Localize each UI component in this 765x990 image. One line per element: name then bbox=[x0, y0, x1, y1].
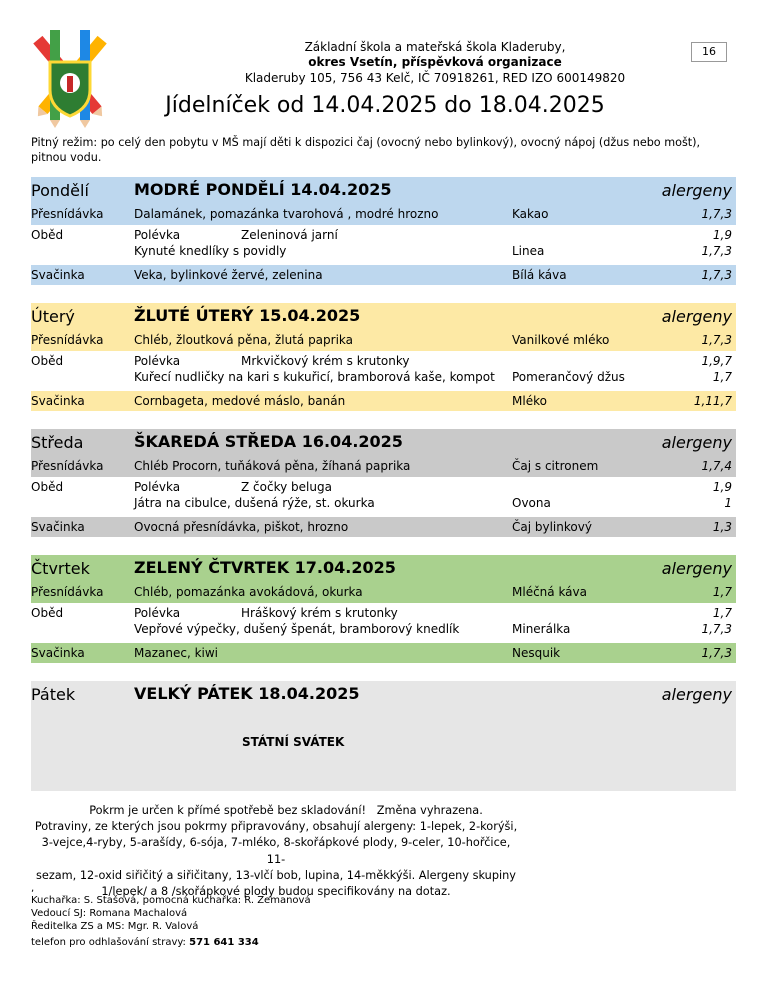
main-drink: Pomerančový džus bbox=[512, 370, 625, 384]
row-label: Oběd bbox=[31, 480, 64, 494]
soup-label: Polévka bbox=[134, 606, 181, 620]
afternoon-allergens: 1,7,3 bbox=[701, 646, 732, 660]
allergens-heading: alergeny bbox=[661, 181, 732, 200]
school-name-line1: Základní škola a mateřská škola Kladeruby, bbox=[304, 40, 566, 54]
main-allergens: 1,7,3 bbox=[701, 244, 732, 258]
main-dish: Kuřecí nudličky na kari s kukuřicí, bramborová kaše, kompot bbox=[134, 370, 495, 384]
row-label: Oběd bbox=[31, 606, 64, 620]
afternoon-drink: Bílá káva bbox=[512, 268, 567, 282]
day-title: ŠKAREDÁ STŘEDA 16.04.2025 bbox=[134, 432, 403, 451]
snack-drink: Kakao bbox=[512, 207, 549, 221]
afternoon-allergens: 1,11,7 bbox=[693, 394, 732, 408]
row-label: Svačinka bbox=[31, 646, 85, 660]
soup-allergens: 1,9,7 bbox=[701, 354, 732, 368]
row-label: Svačinka bbox=[31, 520, 85, 534]
snack-drink: Vanilkové mléko bbox=[512, 333, 610, 347]
footer-line: Pokrm je určen k přímé spotřebě bez skladování! Změna vyhrazena. bbox=[89, 804, 483, 817]
snack-food: Chléb, pomazánka avokádová, okurka bbox=[134, 585, 363, 599]
afternoon-allergens: 1,7,3 bbox=[701, 268, 732, 282]
snack-row bbox=[31, 581, 736, 603]
holiday-notice: STÁTNÍ SVÁTEK bbox=[242, 735, 345, 749]
soup-name: Hráškový krém s krutonky bbox=[241, 606, 398, 620]
afternoon-food: Ovocná přesnídávka, piškot, hrozno bbox=[134, 520, 349, 534]
afternoon-food: Mazanec, kiwi bbox=[134, 646, 219, 660]
row-label: Oběd bbox=[31, 228, 64, 242]
soup-name: Z čočky beluga bbox=[241, 480, 332, 494]
snack-allergens: 1,7,3 bbox=[701, 333, 732, 347]
footer-notice bbox=[31, 803, 521, 900]
soup-allergens: 1,7 bbox=[712, 606, 732, 620]
allergens-heading: alergeny bbox=[661, 307, 732, 326]
snack-allergens: 1,7,3 bbox=[701, 207, 732, 221]
day-wednesday bbox=[31, 429, 736, 537]
row-label: Oběd bbox=[31, 354, 64, 368]
afternoon-row bbox=[31, 517, 736, 537]
day-tuesday bbox=[31, 303, 736, 411]
row-label: Přesnídávka bbox=[31, 333, 104, 347]
day-thursday bbox=[31, 555, 736, 663]
day-name: Pátek bbox=[31, 685, 76, 704]
lunch-row bbox=[31, 351, 736, 391]
main-dish: Kynuté knedlíky s povidly bbox=[134, 244, 287, 258]
snack-allergens: 1,7 bbox=[712, 585, 732, 599]
allergens-heading: alergeny bbox=[661, 685, 732, 704]
drinking-regime: Pitný režim: po celý den pobytu v MŠ mají děti k dispozici čaj (ovocný nebo bylinkový), ovocný nápoj (džus nebo mošt), pitnou vodu. bbox=[31, 136, 701, 164]
day-monday bbox=[31, 177, 736, 285]
snack-food: Dalamánek, pomazánka tvarohová , modré hrozno bbox=[134, 207, 439, 221]
row-label: Svačinka bbox=[31, 394, 85, 408]
page-number: 16 bbox=[691, 42, 727, 62]
main-dish: Vepřové výpečky, dušený špenát, bramborový knedlík bbox=[134, 622, 460, 636]
afternoon-drink: Nesquik bbox=[512, 646, 561, 660]
phone-line bbox=[31, 936, 259, 949]
main-drink: Linea bbox=[512, 244, 545, 258]
day-title: VELKÝ PÁTEK 18.04.2025 bbox=[134, 684, 360, 703]
afternoon-row bbox=[31, 391, 736, 411]
snack-row bbox=[31, 203, 736, 225]
main-allergens: 1,7,3 bbox=[701, 622, 732, 636]
main-drink: Minerálka bbox=[512, 622, 571, 636]
footer-mark: , bbox=[31, 883, 35, 894]
lunch-row bbox=[31, 603, 736, 643]
snack-food: Chléb, žloutková pěna, žlutá paprika bbox=[134, 333, 354, 347]
phone-number: 571 641 334 bbox=[189, 937, 259, 948]
row-label: Přesnídávka bbox=[31, 459, 104, 473]
snack-row bbox=[31, 455, 736, 477]
soup-label: Polévka bbox=[134, 354, 181, 368]
soup-label: Polévka bbox=[134, 480, 181, 494]
snack-food: Chléb Procorn, tuňáková pěna, žíhaná paprika bbox=[134, 459, 411, 473]
allergens-heading: alergeny bbox=[661, 433, 732, 452]
soup-allergens: 1,9 bbox=[712, 480, 732, 494]
main-dish: Játra na cibulce, dušená rýže, st. okurka bbox=[134, 496, 375, 510]
row-label: Přesnídávka bbox=[31, 207, 104, 221]
menu-title: Jídelníček od 14.04.2025 do 18.04.2025 bbox=[165, 93, 605, 118]
afternoon-food: Veka, bylinkové žervé, zelenina bbox=[134, 268, 323, 282]
staff-director: Ředitelka ZS a MS: Mgr. R. Valová bbox=[31, 921, 199, 932]
footer-line: sezam, 12-oxid siřičitý a siřičitany, 13-vlčí bob, lupina, 14-měkkýši. Alergeny skupiny bbox=[35, 868, 516, 882]
snack-allergens: 1,7,4 bbox=[701, 459, 732, 473]
phone-label: telefon pro odhlašování stravy: bbox=[31, 937, 190, 948]
day-name: Pondělí bbox=[31, 181, 89, 200]
snack-drink: Mléčná káva bbox=[512, 585, 587, 599]
footer-line: 1/lepek/ a 8 /skořápkové plody budou specifikovány na dotaz. bbox=[101, 885, 451, 899]
footer-line: Potraviny, ze kterých jsou pokrmy připravovány, obsahují alergeny: 1-lepek, 2-korýši, bbox=[34, 820, 518, 834]
allergens-heading: alergeny bbox=[661, 559, 732, 578]
school-address: Kladeruby 105, 756 43 Kelč, IČ 70918261, RED IZO 600149820 bbox=[244, 71, 626, 85]
afternoon-drink: Mléko bbox=[512, 394, 547, 408]
soup-label: Polévka bbox=[134, 228, 181, 242]
day-title: ZELENÝ ČTVRTEK 17.04.2025 bbox=[134, 558, 396, 577]
afternoon-row bbox=[31, 265, 736, 285]
main-allergens: 1,7 bbox=[712, 370, 732, 384]
soup-allergens: 1,9 bbox=[712, 228, 732, 242]
day-friday bbox=[31, 681, 736, 791]
row-label: Přesnídávka bbox=[31, 585, 104, 599]
soup-name: Zeleninová jarní bbox=[241, 228, 338, 242]
snack-row bbox=[31, 329, 736, 351]
day-name: Čtvrtek bbox=[31, 559, 90, 578]
row-label: Svačinka bbox=[31, 268, 85, 282]
afternoon-allergens: 1,3 bbox=[712, 520, 732, 534]
staff-cooks: Kuchařka: S. Stašová, pomocná kuchařka: R. Zemanová bbox=[31, 895, 311, 906]
main-allergens: 1 bbox=[724, 496, 732, 510]
day-name: Středa bbox=[31, 433, 84, 452]
soup-name: Mrkvičkový krém s krutonky bbox=[241, 354, 410, 368]
main-drink: Ovona bbox=[512, 496, 551, 510]
day-title: MODRÉ PONDĚLÍ 14.04.2025 bbox=[134, 180, 392, 199]
staff-head: Vedoucí SJ: Romana Machalová bbox=[31, 908, 188, 919]
afternoon-row bbox=[31, 643, 736, 663]
school-name-line2: okres Vsetín, příspěvková organizace bbox=[308, 55, 562, 69]
lunch-row bbox=[31, 477, 736, 517]
footer-line: 3-vejce,4-ryby, 5-arašídy, 6-sója, 7-mléko, 8-skořápkové plody, 9-celer, 10-hořčice, 11- bbox=[41, 836, 511, 866]
school-logo bbox=[20, 28, 120, 128]
snack-drink: Čaj s citronem bbox=[512, 459, 599, 473]
day-name: Úterý bbox=[31, 307, 75, 326]
afternoon-drink: Čaj bylinkový bbox=[512, 520, 592, 534]
day-title: ŽLUTÉ ÚTERÝ 15.04.2025 bbox=[134, 306, 361, 325]
afternoon-food: Cornbageta, medové máslo, banán bbox=[134, 394, 346, 408]
lunch-row bbox=[31, 225, 736, 265]
